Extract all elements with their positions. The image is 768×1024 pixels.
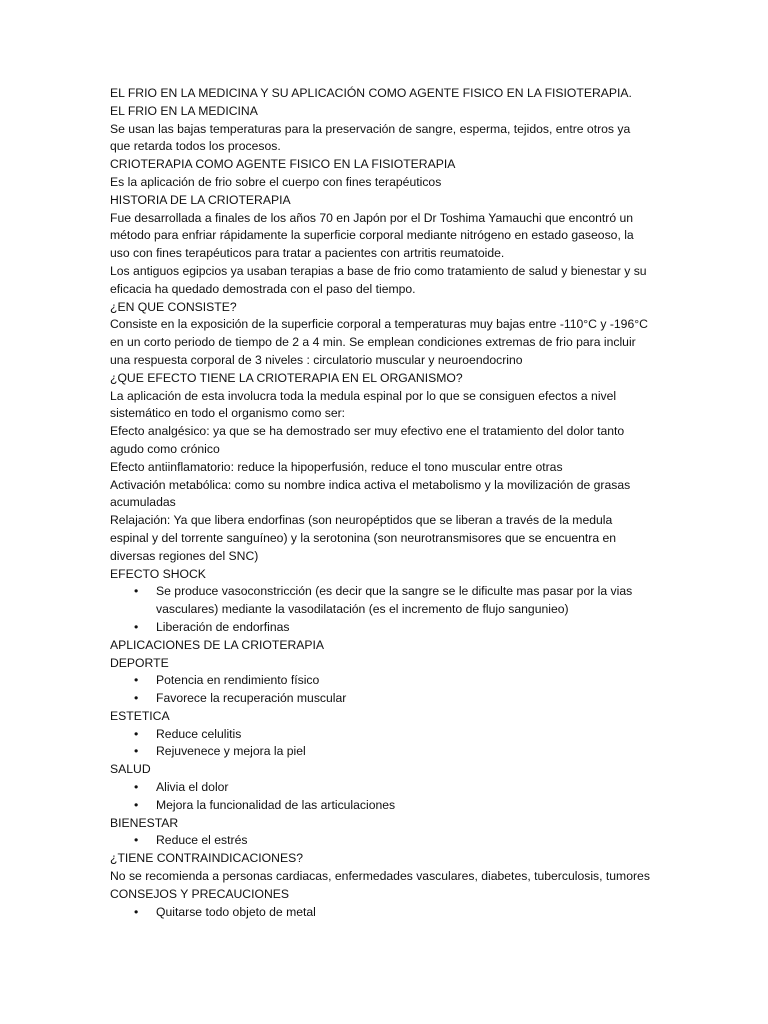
paragraph-activacion-metabolica: Activación metabólica: como su nombre indica activa el metabolismo y la movilización de grasas acumuladas: [110, 477, 631, 510]
estetica-bullet-list: [110, 726, 650, 762]
shock-bullet-list: [110, 583, 650, 636]
paragraph-bajas-temperaturas: Se usan las bajas temperaturas para la preservación de sangre, esperma, tejidos, entre otros ya que retarda todos los procesos.: [110, 121, 631, 154]
list-item-text: Quitarse todo objeto de metal: [156, 904, 316, 919]
bullet-icon: •: [134, 797, 139, 812]
list-item-text: Liberación de endorfinas: [156, 619, 290, 634]
subheading-bienestar: BIENESTAR: [110, 815, 179, 830]
bullet-icon: •: [134, 744, 139, 759]
consejos-bullet-list: [110, 904, 650, 922]
section-heading-consiste: ¿EN QUE CONSISTE?: [110, 299, 237, 314]
subheading-estetica: ESTETICA: [110, 708, 170, 723]
bullet-icon: •: [134, 780, 139, 795]
list-item-text: Reduce celulitis: [156, 726, 242, 741]
section-heading-historia: HISTORIA DE LA CRIOTERAPIA: [110, 192, 291, 207]
list-item-text: Mejora la funcionalidad de las articulaciones: [156, 797, 396, 812]
salud-bullet-list: [110, 779, 650, 815]
bullet-icon: •: [134, 673, 139, 688]
bienestar-bullet-list: [110, 832, 650, 850]
section-heading-efecto-shock: EFECTO SHOCK: [110, 566, 206, 581]
section-heading-consejos: CONSEJOS Y PRECAUCIONES: [110, 886, 290, 901]
section-heading-contraindicaciones: ¿TIENE CONTRAINDICACIONES?: [110, 851, 303, 866]
section-heading-efecto: ¿QUE EFECTO TIENE LA CRIOTERAPIA EN EL ORGANISMO?: [110, 370, 463, 385]
section-heading-agente-fisico: CRIOTERAPIA COMO AGENTE FISICO EN LA FISIOTERAPIA: [110, 157, 456, 172]
list-item: [110, 619, 650, 637]
bullet-icon: •: [134, 691, 139, 706]
paragraph-aplicacion-frio: Es la aplicación de frio sobre el cuerpo con fines terapéuticos: [110, 174, 442, 189]
list-item: [110, 743, 650, 761]
list-item-text: Rejuvenece y mejora la piel: [156, 744, 306, 759]
paragraph-historia-japon: Fue desarrollada a finales de los años 70 en Japón por el Dr Toshima Yamauchi que encontró un método para enfriar rápidamente la superficie corporal mediante nitrógeno en estado gaseoso, la uso con fines terapéuticos para tratar a pacientes con artritis reumatoide.: [110, 210, 634, 261]
list-item: [110, 779, 650, 797]
subheading-deporte: DEPORTE: [110, 655, 169, 670]
bullet-icon: •: [134, 726, 139, 741]
list-item-text: Reduce el estrés: [156, 833, 248, 848]
list-item-text: Se produce vasoconstricción (es decir que la sangre se le dificulte mas pasar por la vias vasculares) mediante la vasodilatación (es el incremento de flujo sangunieo): [156, 584, 633, 617]
list-item: [110, 832, 650, 850]
list-item: [110, 726, 650, 744]
bullet-icon: •: [134, 584, 139, 599]
list-item: [110, 904, 650, 922]
bullet-icon: •: [134, 833, 139, 848]
paragraph-relajacion: Relajación: Ya que libera endorfinas (son neuropéptidos que se liberan a través de la medula espinal y del torrente sanguíneo) y la serotonina (son neurotransmisores que se encuentra en diversas regiones del SNC): [110, 513, 617, 563]
paragraph-efecto-intro: La aplicación de esta involucra toda la medula espinal por lo que se consiguen efectos a nivel sistemático en todo el organismo como ser:: [110, 388, 617, 421]
paragraph-consiste: Consiste en la exposición de la superficie corporal a temperaturas muy bajas entre -110°C y -196°C en un corto periodo de tiempo de 2 a 4 min. Se emplean condiciones extremas de frio para incluir una respuesta corporal de 3 niveles : circulatorio muscular y neuroendocrino: [110, 317, 648, 367]
list-item: [110, 797, 650, 815]
list-item: [110, 690, 650, 708]
paragraph-historia-egipcios: Los antiguos egipcios ya usaban terapias a base de frio como tratamiento de salud y bienestar y su eficacia ha quedado demostrada con el paso del tiempo.: [110, 263, 647, 296]
list-item-text: Alivia el dolor: [156, 780, 229, 795]
list-item: [110, 583, 650, 619]
list-item-text: Favorece la recuperación muscular: [156, 691, 347, 706]
list-item: [110, 672, 650, 690]
document-title: EL FRIO EN LA MEDICINA Y SU APLICACIÓN COMO AGENTE FISICO EN LA FISIOTERAPIA.: [110, 86, 632, 100]
list-item-text: Potencia en rendimiento físico: [156, 673, 320, 688]
subheading-salud: SALUD: [110, 762, 151, 777]
paragraph-efecto-analgesico: Efecto analgésico: ya que se ha demostrado ser muy efectivo ene el tratamiento del dolor tanto agudo como crónico: [110, 424, 625, 456]
paragraph-contraindicaciones: No se recomienda a personas cardiacas, enfermedades vasculares, diabetes, tuberculosis, tumores: [110, 869, 650, 884]
bullet-icon: •: [134, 904, 139, 919]
document-body: [110, 85, 650, 921]
section-heading-frio: EL FRIO EN LA MEDICINA: [110, 103, 258, 118]
deporte-bullet-list: [110, 672, 650, 708]
section-heading-aplicaciones: APLICACIONES DE LA CRIOTERAPIA: [110, 637, 325, 652]
paragraph-efecto-antiinflamatorio: Efecto antiinflamatorio: reduce la hipoperfusión, reduce el tono muscular entre otras: [110, 459, 563, 474]
bullet-icon: •: [134, 619, 139, 634]
